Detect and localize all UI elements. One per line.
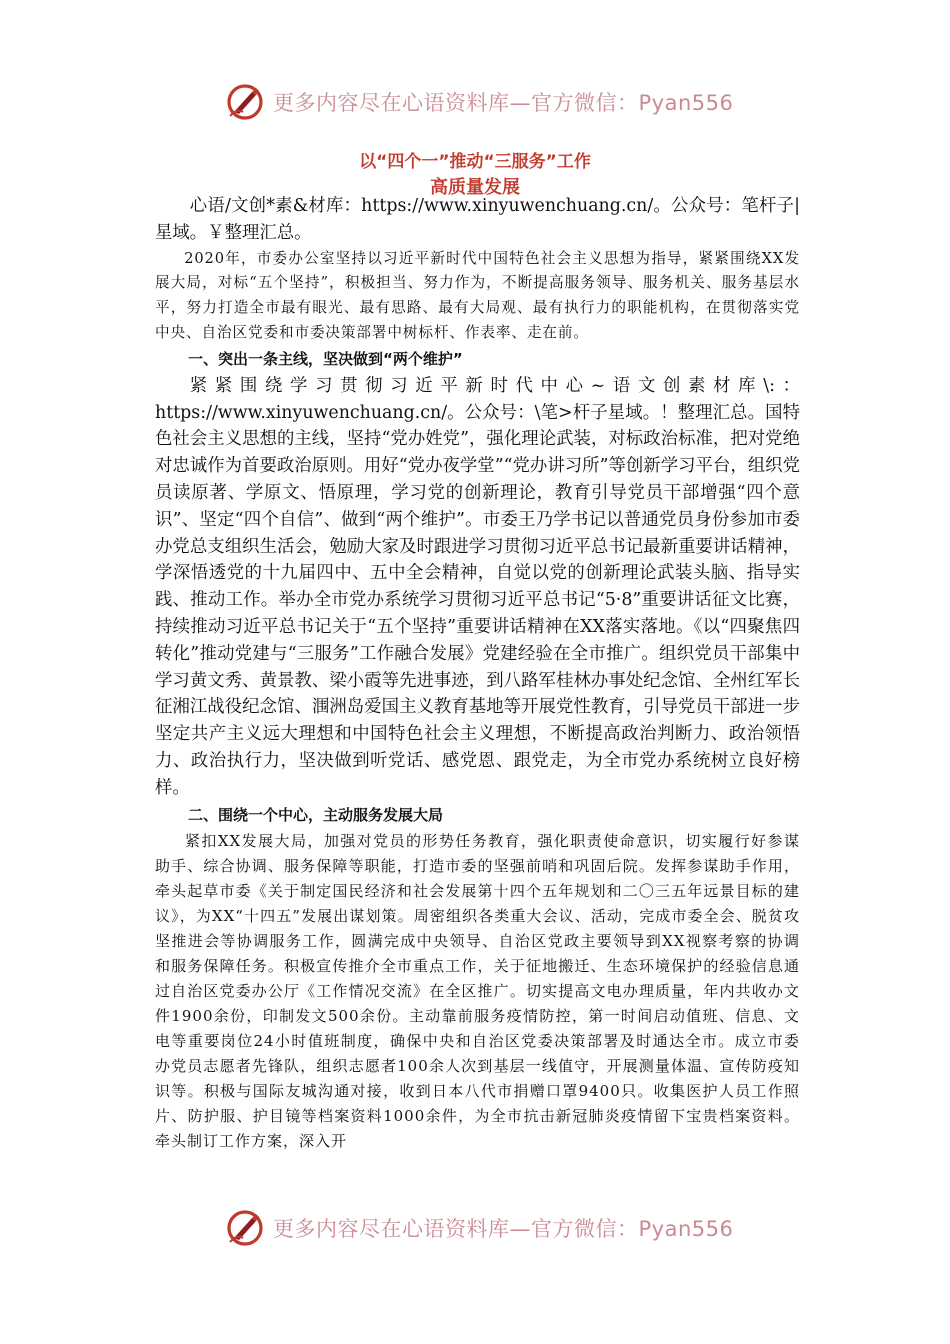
- watermark-banner-bottom: [225, 1206, 733, 1250]
- section2-heading: 二、围绕一个中心，主动服务发展大局: [188, 805, 444, 824]
- watermark-text: 更多内容尽在心语资料库—官方微信：Pyan556: [273, 1217, 734, 1241]
- pen-circle-icon: [225, 1208, 265, 1248]
- source-paragraph: 心语/文创*素&材库：https://www.xinyuwenchuang.cn/。公众号：笔杆子|星域。￥整理汇总。: [155, 196, 800, 243]
- document-body: [155, 193, 800, 1154]
- section1-paragraph: 紧紧围绕学习贯彻习近平新时代中心~语文创素材库\:：https://www.xinyuwenchuang.cn/。公众号：\笔>杆子星域。！整理汇总。国特色社会主义思想的主线，坚持“党办姓党”，强化理论武装，对标政治标准，把对党绝对忠诚作为首要政治原则。用好“党办夜学堂”“党办讲习所”等创新学习平台，组织党员读原著、学原文、悟原理，学习党的创新理论，教育引导党员干部增强“四个意识”、坚定“四个自信”、做到“两个维护”。市委王乃学书记以普通党员身份参加市委办党总支组织生活会，勉励大家及时跟进学习贯彻习近平总书记最新重要讲话精神，学深悟透党的十九届四中、五中全会精神，自觉以党的创新理论武装头脑、指导实践、推动工作。举办全市党办系统学习贯彻习近平总书记“5·8”重要讲话征文比赛，持续推动习近平总书记关于“五个坚持”重要讲话精神在XX落实落地。《以“四聚焦四转化”推动党建与“三服务”工作融合发展》党建经验在全市推广。组织党员干部集中学习黄文秀、黄景教、梁小霞等先进事迹，到八路军桂林办事处纪念馆、全州红军长征湘江战役纪念馆、涠洲岛爱国主义教育基地等开展党性教育，引导党员干部进一步坚定共产主义远大理想和中国特色社会主义理想，不断提高政治判断力、政治领悟力、政治执行力，坚决做到听党话、感党恩、跟党走，为全市党办系统树立良好榜样。: [155, 375, 800, 798]
- section2-paragraph: 紧扣XX发展大局，加强对党员的形势任务教育，强化职责使命意识，切实履行好参谋助手、综合协调、服务保障等职能，打造市委的坚强前哨和巩固后院。发挥参谋助手作用，牵头起草市委《关于制定国民经济和社会发展第十四个五年规划和二〇三五年远景目标的建议》，为XX“十四五”发展出谋划策。周密组织各类重大会议、活动，完成市委全会、脱贫攻坚推进会等协调服务工作，圆满完成中央领导、自治区党政主要领导到XX视察考察的协调和服务保障任务。积极宣传推介全市重点工作，关于征地搬迁、生态环境保护的经验信息通过自治区党委办公厅《工作情况交流》在全区推广。切实提高文电办理质量，年内共收办文件1900余份，印制发文500余份。主动靠前服务疫情防控，第一时间启动值班、信息、文电等重要岗位24小时值班制度，确保中央和自治区党委决策部署及时通达全市。成立市委办党员志愿者先锋队，组织志愿者100余人次到基层一线值守，开展测量体温、宣传防疫知识等。积极与国际友城沟通对接，收到日本八代市捐赠口罩9400只。收集医护人员工作照片、防护服、护目镜等档案资料1000余件，为全市抗击新冠肺炎疫情留下宝贵档案资料。牵头制订工作方案，深入开: [155, 831, 800, 1150]
- watermark-banner-top: [225, 80, 733, 124]
- section1-heading: 一、突出一条主线，坚决做到“两个维护”: [188, 349, 463, 368]
- document-title-line1: 以“四个一”推动“三服务”工作: [359, 152, 591, 172]
- pen-circle-icon: [225, 82, 265, 122]
- document-title-line2: 高质量发展: [430, 177, 520, 198]
- intro-paragraph: 2020年，市委办公室坚持以习近平新时代中国特色社会主义思想为指导，紧紧围绕XX发展大局，对标“五个坚持”，积极担当、努力作为，不断提高服务领导、服务机关、服务基层水平，努力打造全市最有眼光、最有思路、最有大局观、最有执行力的职能机构，在贯彻落实党中央、自治区党委和市委决策部署中树标杆、作表率、走在前。: [155, 249, 800, 341]
- watermark-text: 更多内容尽在心语资料库—官方微信：Pyan556: [273, 91, 734, 115]
